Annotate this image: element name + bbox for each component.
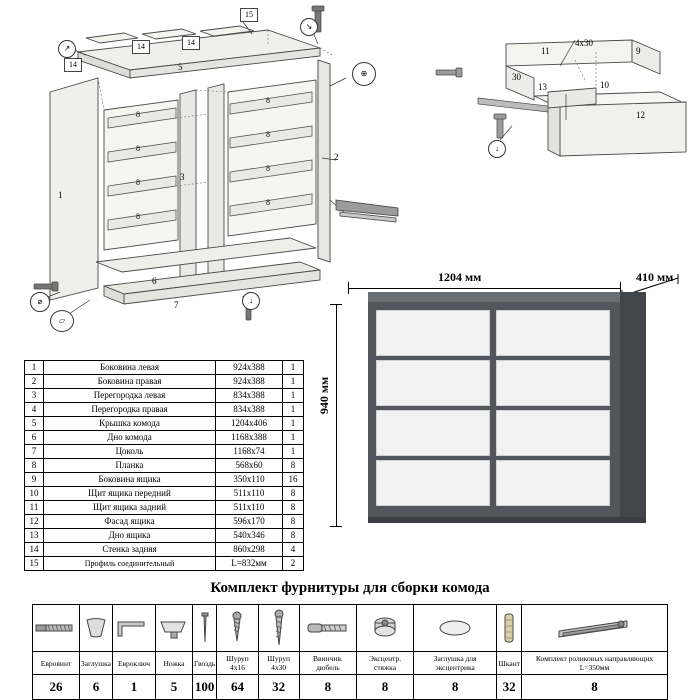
- dresser-carcass: [368, 302, 620, 517]
- kit-item-name: Евровинт: [33, 652, 80, 675]
- table-row: [25, 431, 304, 445]
- part-qty: 8: [283, 529, 304, 543]
- part-dim: 834х388: [216, 403, 283, 417]
- callout-2: 2: [334, 152, 339, 162]
- nail-icon: [193, 605, 217, 652]
- width-dim-tick-left: [348, 282, 349, 294]
- plank-label-3: 8: [136, 178, 140, 187]
- screw-4x30-icon: [258, 605, 299, 652]
- part-name: Дно ящика: [44, 529, 216, 543]
- part-index: 1: [25, 361, 44, 375]
- drawer-front-1: [376, 310, 490, 356]
- part-qty: 1: [283, 403, 304, 417]
- callout-bubble-a: ↗: [58, 40, 76, 58]
- part-dim: 1168х388: [216, 431, 283, 445]
- width-dim-label: 1204 мм: [438, 270, 482, 284]
- callout-bubble-c: ⊕: [352, 62, 376, 86]
- table-row: [25, 501, 304, 515]
- slide-rail-icon: [522, 605, 668, 652]
- callout-bubble-f: ↓: [242, 292, 260, 310]
- hardware-kit-title: Комплект фурнитуры для сборки комода: [210, 580, 490, 596]
- part-name: Фасад ящика: [44, 515, 216, 529]
- part-index: 15: [25, 557, 44, 571]
- callout-5: 5: [178, 62, 183, 72]
- table-row: [25, 361, 304, 375]
- drawer-front-5: [376, 410, 490, 456]
- part-index: 12: [25, 515, 44, 529]
- parts-list-body: [25, 361, 304, 571]
- table-row: [25, 529, 304, 543]
- table-row: [25, 417, 304, 431]
- depth-dim-label: 410 мм: [636, 270, 674, 284]
- kit-item-count: 8: [357, 675, 414, 700]
- part-qty: 1: [283, 389, 304, 403]
- dowel-icon: [497, 605, 522, 652]
- part-index: 4: [25, 403, 44, 417]
- plank-label-6: 8: [266, 130, 270, 139]
- kit-item-count: 6: [80, 675, 113, 700]
- drawer-front-4: [496, 360, 610, 406]
- kit-item-count: 8: [414, 675, 497, 700]
- part-qty: 1: [283, 361, 304, 375]
- kit-item-count: 5: [156, 675, 193, 700]
- part-qty: 2: [283, 557, 304, 571]
- kit-item-count: 1: [113, 675, 156, 700]
- callout-14-c: 14: [182, 36, 200, 50]
- part-dim: 860х298: [216, 543, 283, 557]
- part-index: 14: [25, 543, 44, 557]
- callout-3: 3: [180, 172, 185, 182]
- part-dim: 350х110: [216, 473, 283, 487]
- part-dim: L=832мм: [216, 557, 283, 571]
- part-name: Перегородка правая: [44, 403, 216, 417]
- table-row: [25, 403, 304, 417]
- part-name: Профиль соединительный: [44, 557, 216, 571]
- kit-counts-row: [33, 675, 668, 700]
- kit-item-count: 8: [299, 675, 356, 700]
- kit-icons-row: [33, 605, 668, 652]
- drawer-callout-bubble: ↓: [488, 140, 506, 158]
- drawer-callout-11: 11: [541, 46, 550, 56]
- part-name: Дно комода: [44, 431, 216, 445]
- cap-plug-icon: [80, 605, 113, 652]
- kit-item-name: Комплект роликовых направляющих L=350мм: [522, 652, 668, 675]
- drawer-front-2: [496, 310, 610, 356]
- kit-item-name: Гвоздь: [193, 652, 217, 675]
- kit-item-count: 8: [522, 675, 668, 700]
- part-name: Стенка задняя: [44, 543, 216, 557]
- part-name: Крышка комода: [44, 417, 216, 431]
- kit-item-name: Эксцентр. стяжка: [357, 652, 414, 675]
- part-dim: 540х346: [216, 529, 283, 543]
- part-index: 6: [25, 431, 44, 445]
- drawer-front-7: [376, 460, 490, 506]
- callout-14-a: 14: [64, 58, 82, 72]
- kit-item-count: 64: [217, 675, 258, 700]
- part-qty: 1: [283, 417, 304, 431]
- plank-label-7: 8: [266, 164, 270, 173]
- drawer-front-6: [496, 410, 610, 456]
- dresser-side-panel: [620, 292, 646, 520]
- part-qty: 1: [283, 445, 304, 459]
- parts-list-table: [24, 360, 304, 571]
- kit-item-name: Ввинчив. дюбель: [299, 652, 356, 675]
- callout-1: 1: [58, 190, 63, 200]
- part-name: Планка: [44, 459, 216, 473]
- part-index: 11: [25, 501, 44, 515]
- drawer-callout-12: 12: [636, 110, 645, 120]
- cam-lock-icon: [357, 605, 414, 652]
- part-qty: 8: [283, 487, 304, 501]
- part-qty: 4: [283, 543, 304, 557]
- dowel-screw-icon: [299, 605, 356, 652]
- callout-bubble-b: ↘: [300, 18, 318, 36]
- height-dim-tick-bottom: [330, 526, 342, 527]
- table-row: [25, 389, 304, 403]
- callout-bubble-e: ▱: [50, 310, 74, 332]
- part-qty: 1: [283, 431, 304, 445]
- kit-item-name: Ножка: [156, 652, 193, 675]
- height-dim-label: 940 мм: [317, 376, 332, 415]
- table-row: [25, 473, 304, 487]
- part-dim: 511х110: [216, 501, 283, 515]
- kit-item-name: Евроключ: [113, 652, 156, 675]
- euro-screw-icon: [33, 605, 80, 652]
- part-dim: 511х110: [216, 487, 283, 501]
- kit-item-name: Заглушка для эксцентрика: [414, 652, 497, 675]
- table-row: [25, 375, 304, 389]
- plank-label-5: 8: [266, 96, 270, 105]
- cam-cover-icon: [414, 605, 497, 652]
- width-dim-line: [348, 288, 620, 289]
- part-index: 7: [25, 445, 44, 459]
- callout-15: 15: [240, 8, 258, 22]
- part-index: 3: [25, 389, 44, 403]
- kit-item-name: Шкант: [497, 652, 522, 675]
- drawer-front-8: [496, 460, 610, 506]
- height-dim-tick-top: [330, 304, 342, 305]
- callout-7: 7: [174, 300, 179, 310]
- callout-6: 6: [152, 276, 157, 286]
- part-name: Боковина ящика: [44, 473, 216, 487]
- part-index: 13: [25, 529, 44, 543]
- leg-icon: [156, 605, 193, 652]
- euro-key-icon: [113, 605, 156, 652]
- part-name: Щит ящика передний: [44, 487, 216, 501]
- kit-item-count: 26: [33, 675, 80, 700]
- kit-item-count: 32: [497, 675, 522, 700]
- kit-names-row: [33, 652, 668, 675]
- plank-label-2: 8: [136, 144, 140, 153]
- part-name: Цоколь: [44, 445, 216, 459]
- part-qty: 8: [283, 459, 304, 473]
- kit-item-name: Шуруп 4х30: [258, 652, 299, 675]
- part-name: Щит ящика задний: [44, 501, 216, 515]
- table-row: [25, 459, 304, 473]
- part-index: 2: [25, 375, 44, 389]
- drawer-callout-9-right: 9: [636, 46, 641, 56]
- kit-item-name: Шуруп 4х16: [217, 652, 258, 675]
- kit-item-name: Заглушка: [80, 652, 113, 675]
- table-row: [25, 515, 304, 529]
- part-qty: 8: [283, 501, 304, 515]
- part-qty: 8: [283, 515, 304, 529]
- part-dim: 568х60: [216, 459, 283, 473]
- part-dim: 1168х74: [216, 445, 283, 459]
- table-row: [25, 543, 304, 557]
- part-dim: 1204х406: [216, 417, 283, 431]
- table-row: [25, 445, 304, 459]
- part-qty: 1: [283, 375, 304, 389]
- part-dim: 924х388: [216, 375, 283, 389]
- part-name: Боковина левая: [44, 361, 216, 375]
- part-dim: 924х388: [216, 361, 283, 375]
- part-name: Перегородка левая: [44, 389, 216, 403]
- part-index: 8: [25, 459, 44, 473]
- part-index: 9: [25, 473, 44, 487]
- part-name: Боковина правая: [44, 375, 216, 389]
- table-row: [25, 487, 304, 501]
- part-qty: 16: [283, 473, 304, 487]
- height-dim-line: [336, 304, 337, 526]
- kit-item-count: 32: [258, 675, 299, 700]
- plank-label-4: 8: [136, 212, 140, 221]
- callout-14-b: 14: [132, 40, 150, 54]
- drawer-callout-9-left: 30: [512, 72, 521, 82]
- screw-4x16-icon: [217, 605, 258, 652]
- dresser-plinth: [368, 517, 646, 523]
- drawer-callout-10: 10: [600, 80, 609, 90]
- plank-label-8: 8: [266, 198, 270, 207]
- part-index: 10: [25, 487, 44, 501]
- callout-bubble-d: ⌀: [30, 292, 50, 312]
- part-dim: 596х170: [216, 515, 283, 529]
- kit-item-count: 100: [193, 675, 217, 700]
- drawer-front-3: [376, 360, 490, 406]
- product-render: [318, 270, 688, 560]
- part-dim: 834х388: [216, 389, 283, 403]
- drawer-callout-4x30: 4х30: [575, 38, 593, 48]
- part-index: 5: [25, 417, 44, 431]
- drawer-callout-13: 13: [538, 82, 547, 92]
- plank-label-1: 8: [136, 110, 140, 119]
- table-row: [25, 557, 304, 571]
- hardware-kit-table: [32, 604, 668, 700]
